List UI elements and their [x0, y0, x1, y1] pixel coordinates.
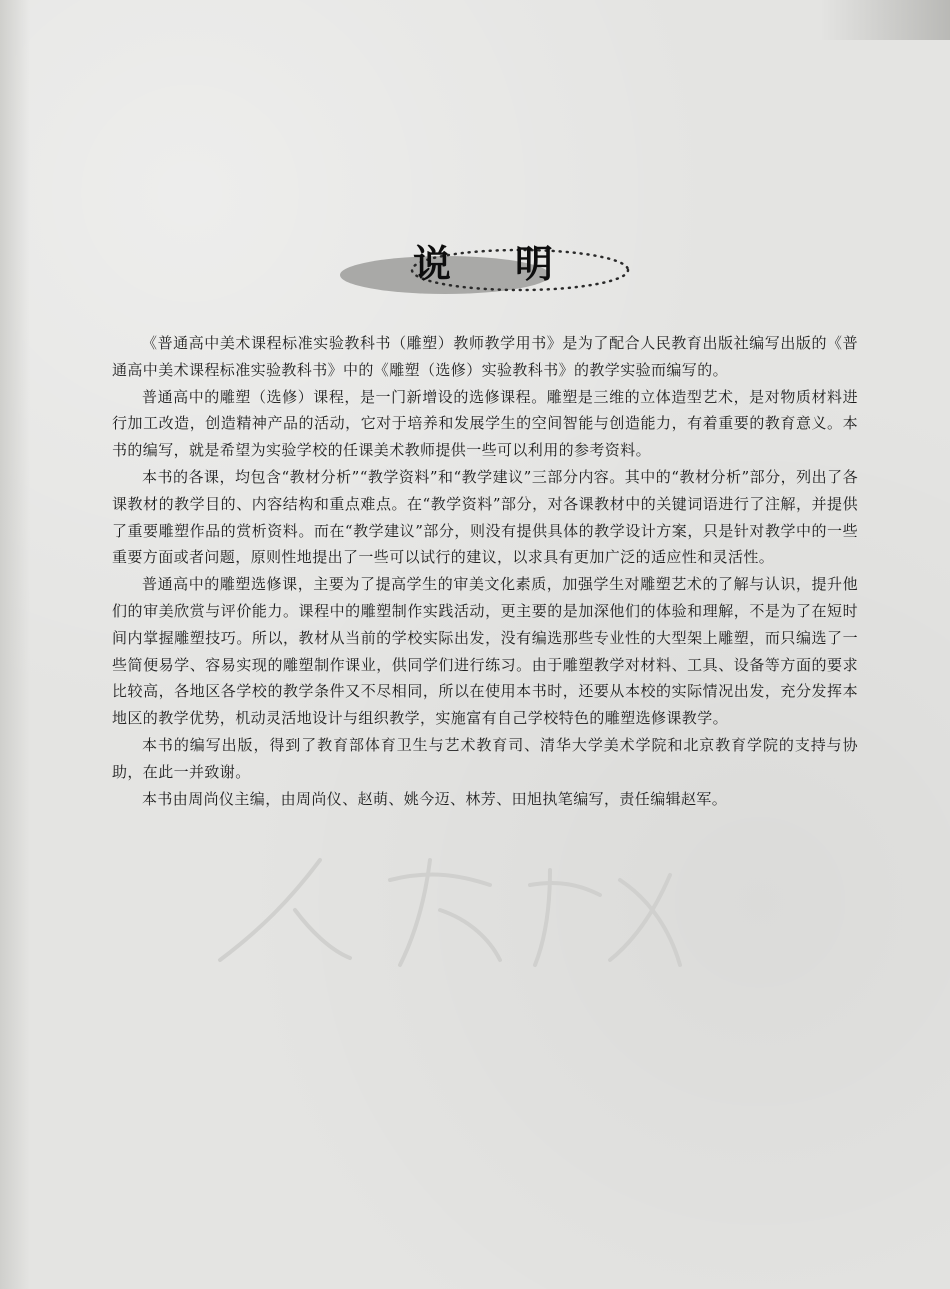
paragraph: 普通高中的雕塑（选修）课程，是一门新增设的选修课程。雕塑是三维的立体造型艺术，是对物质材料进行加工改造，创造精神产品的活动，它对于培养和发展学生的空间智能与创造能力，有着重要的教育意义。本书的编写，就是希望为实验学校的任课美术教师提供一些可以利用的参考资料。: [112, 387, 858, 460]
title-char-2: 明: [514, 242, 553, 286]
paragraph: 本书由周尚仪主编，由周尚仪、赵萌、姚今迈、林芳、田旭执笔编写，责任编辑赵军。: [142, 789, 728, 808]
title-char-1: 说: [413, 242, 452, 286]
page-title: [413, 233, 553, 288]
page-corner-shadow: [820, 0, 950, 40]
paragraph: 本书的各课，均包含“教材分析”“教学资料”和“教学建议”三部分内容。其中的“教材分析”部分，列出了各课教材的教学目的、内容结构和重点难点。在“教学资料”部分，对各课教材中的关键词语进行了注解，并提供了重要雕塑作品的赏析资料。而在“教学建议”部分，则没有提供具体的教学设计方案，只是针对教学中的一些重要方面或者问题，原则性地提出了一些可以试行的建议，以求具有更加广泛的适应性和灵活性。: [112, 467, 858, 567]
paragraph: 《普通高中美术课程标准实验教科书（雕塑）教师教学用书》是为了配合人民教育出版社编写出版的《普通高中美术课程标准实验教科书》中的《雕塑（选修）实验教科书》的教学实验而编写的。: [112, 334, 858, 379]
page-left-edge: [0, 0, 30, 1289]
body-text: [112, 330, 858, 812]
publisher-watermark: [200, 840, 720, 980]
paragraph: 普通高中的雕塑选修课，主要为了提高学生的审美文化素质，加强学生对雕塑艺术的了解与认识，提升他们的审美欣赏与评价能力。课程中的雕塑制作实践活动，更主要的是加深他们的体验和理解，不是为了在短时间内掌握雕塑技巧。所以，教材从当前的学校实际出发，没有编选那些专业性的大型架上雕塑，而只编选了一些简便易学、容易实现的雕塑制作课业，供同学们进行练习。由于雕塑教学对材料、工具、设备等方面的要求比较高，各地区各学校的教学条件又不尽相同，所以在使用本书时，还要从本校的实际情况出发，充分发挥本地区的教学优势，机动灵活地设计与组织教学，实施富有自己学校特色的雕塑选修课教学。: [112, 575, 858, 728]
paragraph: 本书的编写出版，得到了教育部体育卫生与艺术教育司、清华大学美术学院和北京教育学院的支持与协助，在此一并致谢。: [112, 735, 858, 781]
title-block: [335, 225, 635, 305]
